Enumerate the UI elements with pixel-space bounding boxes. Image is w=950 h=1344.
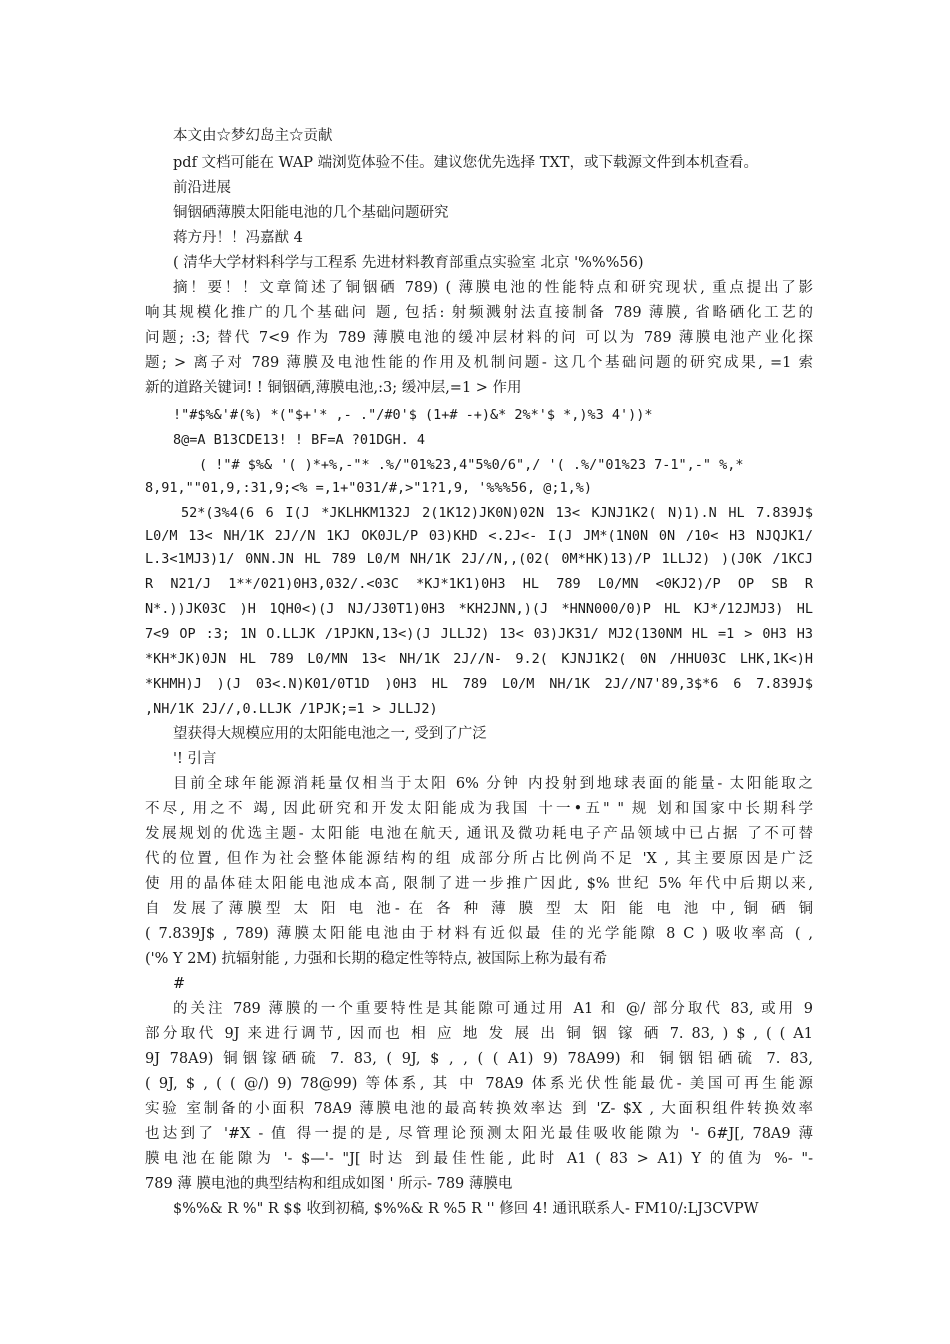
abstract-en-line: *KH*JK)0JN HL 789 L0/MN 13< NH/1K 2J//N- 9.2( KJNJ1K2( 0N /HHU03C LHK,1K<)H bbox=[145, 651, 813, 667]
body-line: 部分取代 9J 来进行调节, 因而也 相 应 地 发 展 出 铜 铟 镓 硒 7. 83, ) $ , ( ( A1 bbox=[145, 1026, 813, 1042]
body-line: 发展规划的优选主题- 太阳能 电池在航天, 通讯及微功耗电子产品领域中已占据 了不可替 bbox=[145, 826, 813, 842]
intro-heading: '! 引言 bbox=[173, 751, 217, 767]
received-footnote: $%%& R %" R $$ 收到初稿, $%%& R %5 R '' 修回 4! 通讯联系人- FM10/:LJ3CVPW bbox=[173, 1201, 759, 1217]
body-line: 也达到了 '#X - 值 得一提的是, 尽管理论预测太阳光最佳吸收能隙为 '- 6#J[, 78A9 薄 bbox=[145, 1126, 813, 1142]
garbled-line: 8@=A B13CDE13! ! BF=A ?01DGH. 4 bbox=[173, 432, 425, 448]
garbled-line: ( !"# $%& '( )*+%,-"* .%/"01%23,4"5%0/6",/ '( .%/"01%23 7-1",-" %,* bbox=[199, 457, 744, 473]
body-line: 不尽, 用之不 竭, 因此研究和开发太阳能成为我国 十一•五" " 规 划和国家中长期科学 bbox=[145, 801, 813, 817]
body-line: 膜电池在能隙为 '- $—'- "J[ 时达 到最佳性能, 此时 A1 ( 83 > A1) Y 的值为 %- "- bbox=[145, 1151, 813, 1167]
body-line: 望获得大规模应用的太阳能电池之一, 受到了广泛 bbox=[173, 726, 487, 742]
abstract-en-line: ,NH/1K 2J//,0.LLJK /1PJK;=1 > JLLJ2) bbox=[145, 701, 438, 717]
abstract-en-line: R N21/J 1**/021)0H3,032/.<03C *KJ*1K1)0H3 HL 789 L0/MN <0KJ2)/P OP SB R bbox=[145, 576, 813, 592]
body-line: ( 9J, $ , ( ( @/) 9) 78@99) 等体系, 其 中 78A9 体系光伏性能最优- 美国可再生能源 bbox=[145, 1076, 813, 1092]
body-line: 使 用的晶体硅太阳能电池成本高, 限制了进一步推广因此, $% 世纪 5% 年代中后期以来, bbox=[145, 876, 813, 892]
body-line: 目前全球年能源消耗量仅相当于太阳 6% 分钟 内投射到地球表面的能量- 太阳能取之 bbox=[173, 776, 813, 792]
abstract-line: 新的道路关键词! ! 铜铟硒,薄膜电池,:3; 缓冲层,=1 > 作用 bbox=[145, 380, 522, 396]
abstract-en-line: L.3<1MJ3)1/ 0NN.JN HL 789 L0/M NH/1K 2J//N,,(02( 0M*HK)13)/P 1LLJ2) )(J0K /1KCJ bbox=[145, 551, 813, 567]
article-affiliation: ( 清华大学材料科学与工程系 先进材料教育部重点实验室 北京 '%%%56) bbox=[173, 255, 644, 271]
body-line: ( 7.839J$ , 789) 薄膜太阳能电池由于材料有近似最 佳的光学能隙 8 C ) 吸收率高 ( , bbox=[145, 926, 813, 942]
body-line: ('% Y 2M) 抗辐射能 , 力强和长期的稳定性等特点, 被国际上称为最有希 bbox=[145, 951, 608, 967]
body-line: 实验 室制备的小面积 78A9 薄膜电池的最高转换效率达 到 'Z- $X , 大面积组件转换效率 bbox=[145, 1101, 813, 1117]
body-line: 自 发展了薄膜型 太 阳 电 池- 在 各 种 薄 膜 型 太 阳 能 电 池 中, 铜 硒 铜 bbox=[145, 901, 813, 917]
page-mark: # bbox=[173, 976, 186, 992]
body-line: 789 薄 膜电池的典型结构和组成如图 ' 所示- 789 薄膜电 bbox=[145, 1176, 513, 1192]
abstract-line: 题; > 离子对 789 薄膜及电池性能的作用及机制问题- 这几个基础问题的研究成果, =1 索 bbox=[145, 355, 813, 371]
article-title: 铜铟硒薄膜太阳能电池的几个基础问题研究 bbox=[173, 205, 449, 221]
garbled-line: !"#$%&'#(%) *("$+'* ,- ."/#0'$ (1+# -+)&* 2%*'$ *,)%3 4'))* bbox=[173, 407, 653, 423]
body-line: 的关注 789 薄膜的一个重要特性是其能隙可通过用 A1 和 @/ 部分取代 83, 或用 9 bbox=[173, 1001, 813, 1017]
body-line: 9J 78A9) 铜铟镓硒硫 7. 83, ( 9J, $ , , ( ( A1) 9) 78A99) 和 铜铟铝硒硫 7. 83, bbox=[145, 1051, 813, 1067]
article-authors: 蒋方丹！！冯嘉猷 4 bbox=[173, 230, 303, 246]
abstract-en-line: 52*(3%4(6 6 I(J *JKLHKM132J 2(1K12)JK0N)02N 13< KJNJ1K2( N)1).N HL 7.839J$ bbox=[181, 505, 813, 521]
format-notice: pdf 文档可能在 WAP 端浏览体验不佳。建议您优先选择 TXT，或下载源文件到本机查看。 bbox=[173, 155, 758, 171]
abstract-line: 响其规模化推广的几个基础问 题, 包括: 射频溅射法直接制备 789 薄膜, 省略硒化工艺的 bbox=[145, 305, 813, 321]
body-line: 代的位置, 但作为社会整体能源结构的组 成部分所占比例尚不足 'X , 其主要原因是广泛 bbox=[145, 851, 813, 867]
abstract-en-line: *KHMH)J )(J 03<.N)K01/0T1D )0H3 HL 789 L0/M NH/1K 2J//N7'89,3$*6 6 7.839J$ bbox=[145, 676, 813, 692]
abstract-line: 问题; :3; 替代 7<9 作为 789 薄膜电池的缓冲层材料的问 可以为 789 薄膜电池产业化探 bbox=[145, 330, 813, 346]
abstract-line: 摘！要！！文章简述了铜铟硒 789) ( 薄膜电池的性能特点和研究现状, 重点提出了影 bbox=[173, 280, 813, 296]
contributor-line: 本文由☆梦幻岛主☆贡献 bbox=[173, 128, 333, 144]
section-label: 前沿进展 bbox=[173, 180, 231, 196]
abstract-en-line: 7<9 OP :3; 1N O.LLJK /1PJKN,13<)(J JLLJ2) 13< 03)JK31/ MJ2(130NM HL =1 > 0H3 H3 bbox=[145, 626, 813, 642]
abstract-en-line: L0/M 13< NH/1K 2J//N 1KJ OK0JL/P 03)KHD <.2J<- I(J JM*(1N0N 0N /10< H3 NJQJK1/ bbox=[145, 528, 813, 544]
abstract-en-line: N*.))JK03C )H 1QH0<)(J NJ/J30T1)0H3 *KH2JNN,)(J *HNN000/0)P HL KJ*/12JMJ3) HL bbox=[145, 601, 813, 617]
garbled-line: 8,91,""01,9,:31,9;<% =,1+"031/#,>"1?1,9, '%%%56, @;1,%) bbox=[145, 480, 593, 496]
